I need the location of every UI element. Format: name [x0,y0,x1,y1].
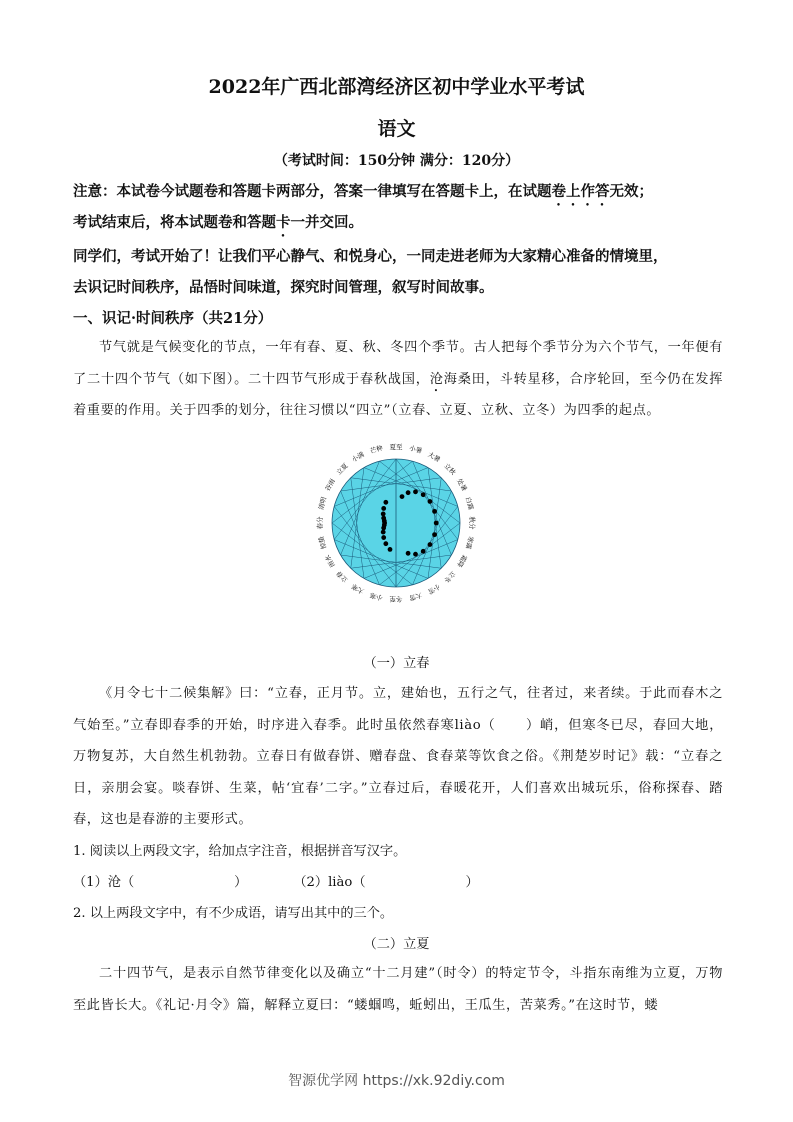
diagram-dot [432,532,437,537]
diagram-dot [381,535,386,540]
solar-term-label: 冬至 [389,595,403,603]
solar-term-label: 寒露 [463,535,475,550]
solar-term-label: 小寒 [369,590,384,602]
diagram-dot [381,512,386,517]
diagram-dot [432,509,437,514]
passage-paragraph-1: 节气就是气候变化的节点，一年有春、夏、秋、冬四个季节。古人把每个季节分为六个节气，一年便有了二十四个节气（如下图）。二十四节气形成于春秋战国，沧海桑田，斗转星移，合序轮回，至今仍在发挥着重要的作用。关于四季的划分，往往习惯以“四立”（立春、立夏、立秋、立冬）为四季的起点。 [73,340,724,418]
intro-line-2: 去识记时间秩序，品悟时间味道，探究时间管理，叙写时间故事。 [73,279,494,296]
solar-term-label: 立冬 [442,569,458,585]
diagram-dot [413,552,418,557]
question-1-blanks: （1）沧（ ） （2）liào（ ） [73,875,479,890]
diagram-dot [381,506,386,511]
solar-term-label: 大雪 [408,590,423,602]
diagram-dot [428,542,433,547]
solar-term-label: 清明 [317,496,329,511]
solar-term-label: 小满 [350,450,366,464]
solar-term-label: 白露 [463,496,475,511]
diagram-dot [434,521,439,526]
solar-term-label: 大暑 [426,450,442,464]
diagram-dot [413,489,418,494]
question-2: 2. 以上两段文字中，有不少成语，请写出其中的三个。 [73,906,394,921]
section-heading: 一、识记·时间秩序（共21分） [73,310,273,327]
solar-terms-diagram [303,435,493,605]
diagram-dot [421,492,426,497]
diagram-dot [381,530,386,535]
solar-term-label: 立秋 [442,461,458,477]
intro-line-1: 同学们，考试开始了！让我们平心静气、和悦身心，一同走进老师为大家精心准备的情境里， [73,248,668,265]
diagram-dot [406,551,411,556]
solar-term-label: 小暑 [408,444,423,456]
solar-term-label: 霜降 [455,553,469,569]
dotted-char: 沧 [429,371,444,387]
part-heading-lixia: （二）立夏 [363,937,430,952]
notice-line-2: 考试结束后，将本试题卷和答题卡一并交回。 [73,214,363,231]
footer-watermark: 智源优学网 https://xk.92diy.com [288,1073,505,1089]
solar-term-label: 谷雨 [323,477,337,493]
solar-term-label: 小雪 [426,582,442,596]
part-heading-lichun: （一）立春 [363,656,430,671]
diagram-dot [383,500,388,505]
solar-term-label: 立春 [334,569,350,585]
solar-term-label: 夏至 [389,443,403,451]
solar-term-label: 芒种 [369,444,384,456]
exam-title: 2022年广西北部湾经济区初中学业水平考试 [208,76,585,98]
notice-line-1: 注意：本试卷今试题卷和答题卡两部分，答案一律填写在答题卡上，在试题卷上作答无效； [73,183,653,200]
passage-paragraph-lixia: 二十四节气，是表示自然节律变化以及确立“十二月建”（时令）的特定节令，斗指东南维为立夏，万物至此皆长大。《礼记·月令》篇，解释立夏曰：“蝼蝈鸣，蚯蚓出，王瓜生，苦菜秀。”在这时节，蝼 [73,966,723,1013]
solar-term-label: 春分 [316,516,324,530]
subject-title: 语文 [377,118,416,140]
solar-term-label: 惊蛰 [317,535,329,550]
diagram-dot [383,541,388,546]
solar-term-label: 雨水 [323,553,337,569]
diagram-dot [421,549,426,554]
diagram-dot [381,516,386,521]
solar-term-label: 大寒 [350,582,366,596]
solar-term-label: 秋分 [468,516,476,530]
diagram-dot [428,499,433,504]
exam-time-info: （考试时间：150分钟 满分：120分） [273,153,520,169]
diagram-dot [406,490,411,495]
passage-paragraph-lichun: 《月令七十二候集解》曰：“立春，正月节。立，建始也，五行之气，往者过，来者续。于此而春木之气始至。”立春即春季的开始，时序进入春季。此时虽依然春寒liào（ ）峭，但寒冬已尽，春回大地，万物复苏，大自然生机勃勃。立春日有做春饼、赠春盘、食春菜等饮食之俗。《荆楚岁时记》载：“立春之日，亲朋会宴。啖春饼、生菜，帖‘宜春’二字。”立春过后，春暖花开，人们喜欢出城玩乐，俗称探春、踏春，这也是春游的主要形式。 [73,686,723,827]
solar-term-label: 立夏 [334,461,350,477]
diagram-dot [400,494,405,499]
diagram-dot [388,547,393,552]
question-1: 1. 阅读以上两段文字，给加点字注音，根据拼音写汉字。 [73,844,407,859]
solar-term-label: 处暑 [455,477,469,493]
